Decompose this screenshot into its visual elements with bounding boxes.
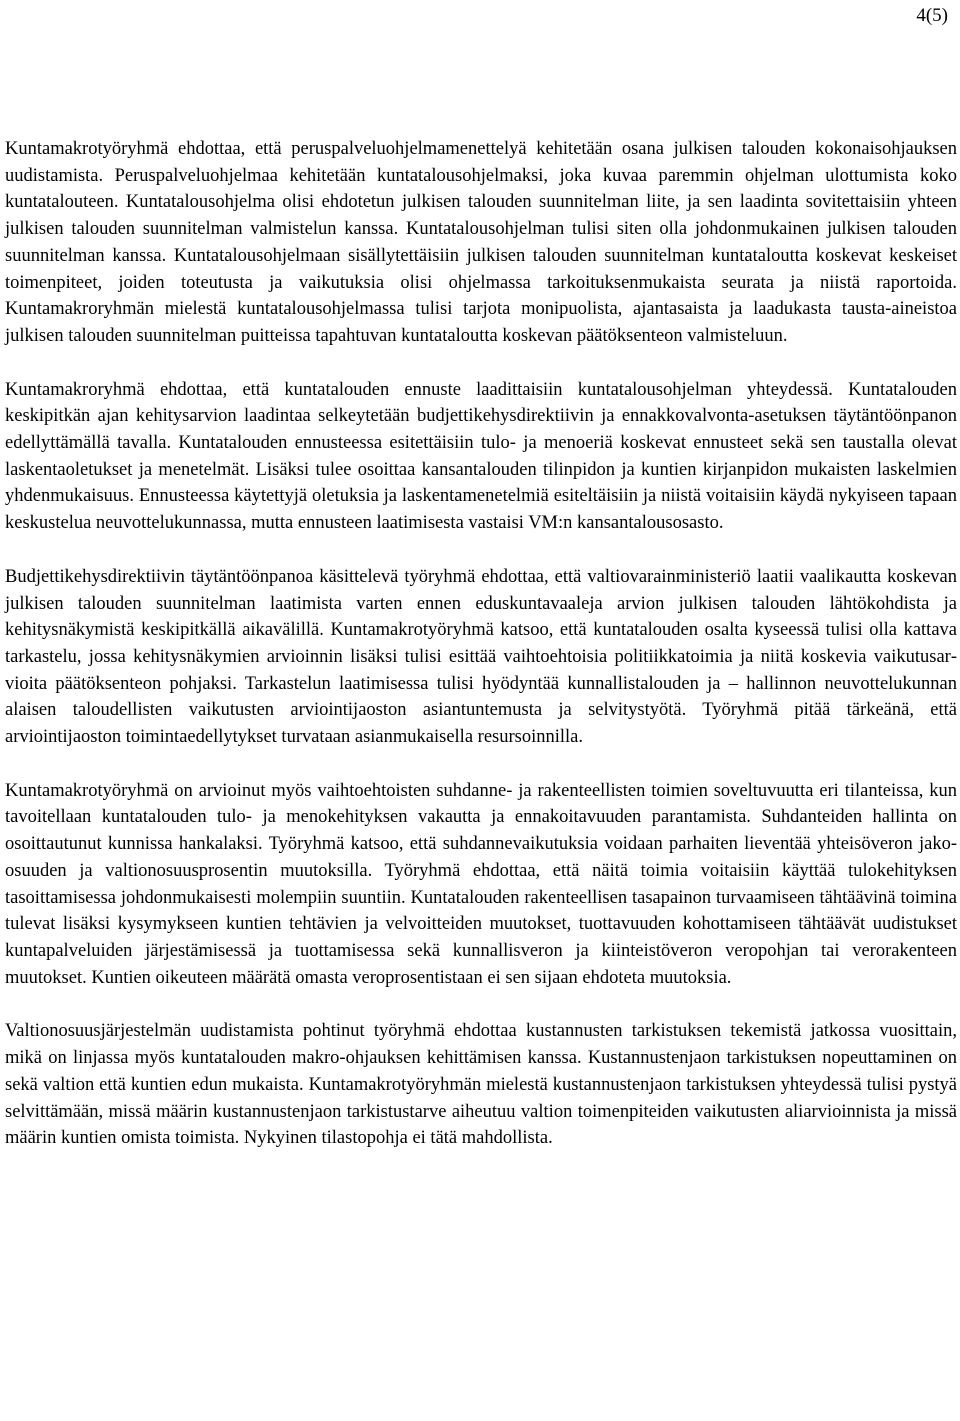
paragraph-4: Kuntamakrotyöryhmä on arvioinut myös vaihtoehtoisten suhdanne- ja rakenteellisten toimien soveltuvuutta eri tilanteissa, kun tavoitellaan kuntatalouden tulo- ja menokehityksen vakautta ja ennakoitavuuden parantamista. Suhdanteiden hallinta on osoittautunut kunnissa hankalaksi. Työryhmä katsoo, että suhdannevaikutuksia voidaan parhaiten lieventää yhteisöveron jako-osuuden ja valtionosuusprosentin muutoksilla. Työryhmä ehdottaa, että näitä toimia voitaisiin käyttää tulokehityksen tasoittamisessa johdonmukaisesti molempiin suuntiin. Kuntatalouden rakenteellisen tasapainon turvaamiseen tähtäävinä toimina tulevat lisäksi kysymykseen kuntien tehtävien ja velvoitteiden muutokset, tuottavuuden kohottamiseen tähtäävät uudistukset kuntapalveluiden järjestämisessä ja tuottamisessa sekä kunnallisveron ja kiinteistöveron veropohjan tai verorakenteen muutokset. Kuntien oikeuteen määrätä omasta veroprosentistaan ei sen sijaan ehdoteta muutoksia. bbox=[5, 780, 957, 988]
page-number: 4(5) bbox=[916, 5, 948, 26]
paragraph-3: Budjettikehysdirektiivin täytäntöönpanoa käsittelevä työryhmä ehdottaa, että valtiovarainministeriö laatii vaalikautta koskevan julkisen talouden suunnitelman laatimista varten ennen eduskuntavaaleja arvion julkisen talouden lähtökohdista ja kehitysnäkymistä keskipitkällä aikavälillä. Kuntamakrotyöryhmä katsoo, että kuntatalouden osalta kyseessä tulisi olla kattava tarkastelu, jossa kehitysnäkymien arvioinnin lisäksi tulisi esittää vaihtoehtoisia politiikkatoimia ja niitä koskevia vaikutusarvioita päätöksenteon pohjaksi. Tarkastelun laatimisessa tulisi hyödyntää kunnallistalouden ja – hallinnon neuvottelukunnan alaisen taloudellisten vaikutusten arviointijaoston asiantuntemusta ja selvitystyötä. Työryhmä pitää tärkeänä, että arviointijaoston toimintaedellytykset turvataan asianmukaisella resursoinnilla. bbox=[5, 566, 957, 748]
paragraph-5: Valtionosuusjärjestelmän uudistamista pohtinut työryhmä ehdottaa kustannusten tarkistuksen tekemistä jatkossa vuosittain, mikä on linjassa myös kuntatalouden makro-ohjauksen kehittämisen kanssa. Kustannustenjaon tarkistuksen nopeuttaminen on sekä valtion että kuntien edun mukaista. Kuntamakrotyöryhmän mielestä kustannustenjaon tarkistuksen yhteydessä tulisi pystyä selvittämään, missä määrin kustannustenjaon tarkistustarve aiheutuu valtion toimenpiteiden vaikutusten aliarvioinnista ja missä määrin kuntien omista toimista. Nykyinen tilastopohja ei tätä mahdollista. bbox=[5, 1021, 957, 1149]
document-body bbox=[5, 136, 957, 1152]
paragraph-2: Kuntamakroryhmä ehdottaa, että kuntatalouden ennuste laadittaisiin kuntatalousohjelman yhteydessä. Kuntatalouden keskipitkän ajan kehitysarvion laadintaa selkeytetään budjettikehysdirektiivin ja ennakkovalvonta-asetuksen täytäntöönpanon edellyttämällä tavalla. Kuntatalouden ennusteessa esitettäisiin tulo- ja menoeriä koskevat ennusteet sekä sen taustalla olevat laskentaoletukset ja menetelmät. Lisäksi tulee osoittaa kansantalouden tilinpidon ja kuntien kirjanpidon mukaisten laskelmien yhdenmukaisuus. Ennusteessa käytettyjä oletuksia ja laskentamenetelmiä esiteltäisiin ja niistä voitaisiin käydä nykyiseen tapaan keskustelua neuvottelukunnassa, mutta ennusteen laatimisesta vastaisi VM:n kansantalousosasto. bbox=[5, 379, 957, 534]
paragraph-1: Kuntamakrotyöryhmä ehdottaa, että peruspalveluohjelmamenettelyä kehitetään osana julkisen talouden kokonaisohjauksen uudistamista. Peruspalveluohjelmaa kehitetään kuntatalousohjelmaksi, joka kuvaa paremmin ohjelman ulottumista koko kuntatalouteen. Kuntatalousohjelma olisi ehdotetun julkisen talouden suunnitelman liite, ja sen laadinta sovitettaisiin yhteen julkisen talouden suunnitelman valmistelun kanssa. Kuntatalousohjelman tulisi siten olla johdonmukainen julkisen talouden suunnitelman kanssa. Kuntatalousohjelmaan sisällytettäisiin julkisen talouden suunnitelman kuntataloutta koskevat keskeiset toimenpiteet, joiden toteutusta ja vaikutuksia olisi ohjelmassa tarkoituksenmukaista seurata ja niistä raportoida. Kuntamakroryhmän mielestä kuntatalousohjelmassa tulisi tarjota monipuolista, ajantasaista ja laadukasta tausta-aineistoa julkisen talouden suunnitelman puitteissa tapahtuvan kuntataloutta koskevan päätöksenteon valmisteluun. bbox=[5, 139, 957, 346]
